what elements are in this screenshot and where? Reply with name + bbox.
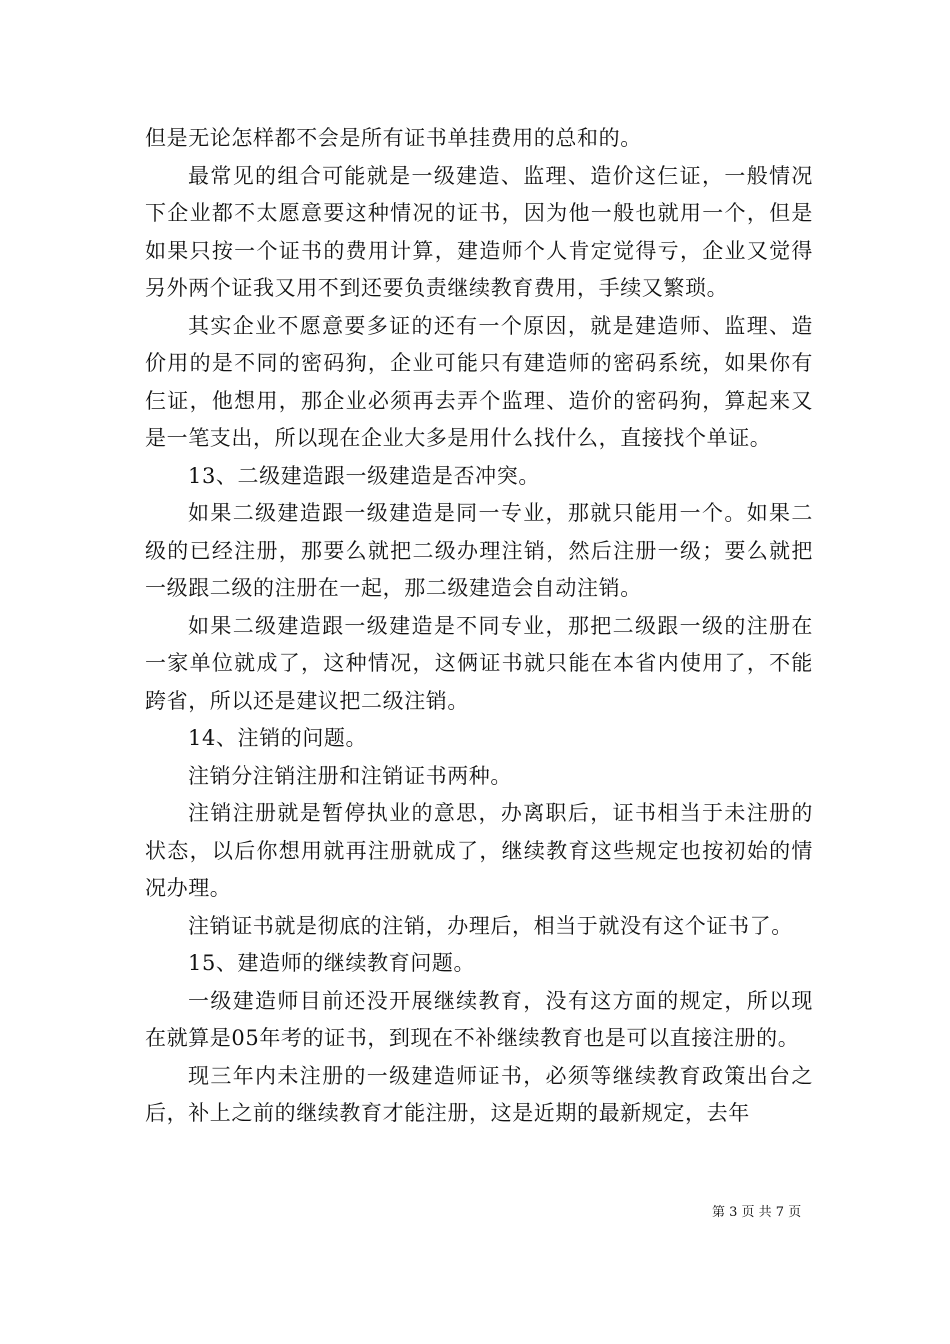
paragraph-10: 注销证书就是彻底的注销，办理后，相当于就没有这个证书了。 (188, 913, 793, 938)
paragraph-8: 注销分注销注册和注销证书两种。 (188, 763, 512, 788)
page-number: 第 3 页 共 7 页 (712, 1205, 802, 1220)
paragraph-2: 最常见的组合可能就是一级建造、监理、造价这仨证，一般情况下企业都不太愿意要这种情况的证书，因为他一般也就用一个，但是如果只按一个证书的费用计算，建造师个人肯定觉得亏，企业又觉得另外两个证我又用不到还要负责继续教育费用，手续又繁琐。 (145, 163, 813, 300)
paragraph-3: 其实企业不愿意要多证的还有一个原因，就是建造师、监理、造价用的是不同的密码狗，企业可能只有建造师的密码系统，如果你有仨证，他想用，那企业必须再去弄个监理、造价的密码狗，算起来又是一笔支出，所以现在企业大多是用什么找什么，直接找个单证。 (145, 313, 813, 450)
section-heading-14: 14、注销的问题。 (188, 726, 368, 750)
paragraph-5: 如果二级建造跟一级建造是同一专业，那就只能用一个。如果二级的已经注册，那要么就把二级办理注销，然后注册一级；要么就把一级跟二级的注册在一起，那二级建造会自动注销。 (145, 501, 813, 600)
paragraph-9: 注销注册就是暂停执业的意思，办离职后，证书相当于未注册的状态，以后你想用就再注册就成了，继续教育这些规定也按初始的情况办理。 (145, 801, 813, 900)
section-heading-13: 13、二级建造跟一级建造是否冲突。 (188, 463, 540, 488)
document-body (145, 120, 813, 1133)
paragraph-13: 现三年内未注册的一级建造师证书，必须等继续教育政策出台之后，补上之前的继续教育才能注册，这是近期的最新规定，去年 (145, 1063, 813, 1125)
paragraph-12: 一级建造师目前还没开展继续教育，没有这方面的规定，所以现在就算是05年考的证书，到现在不补继续教育也是可以直接注册的。 (145, 988, 813, 1050)
paragraph-6: 如果二级建造跟一级建造是不同专业，那把二级跟一级的注册在一家单位就成了，这种情况，这俩证书就只能在本省内使用了，不能跨省，所以还是建议把二级注销。 (145, 613, 813, 713)
paragraph-1: 但是无论怎样都不会是所有证书单挂费用的总和的。 (145, 126, 642, 150)
section-heading-15: 15、建造师的继续教育问题。 (188, 951, 476, 975)
